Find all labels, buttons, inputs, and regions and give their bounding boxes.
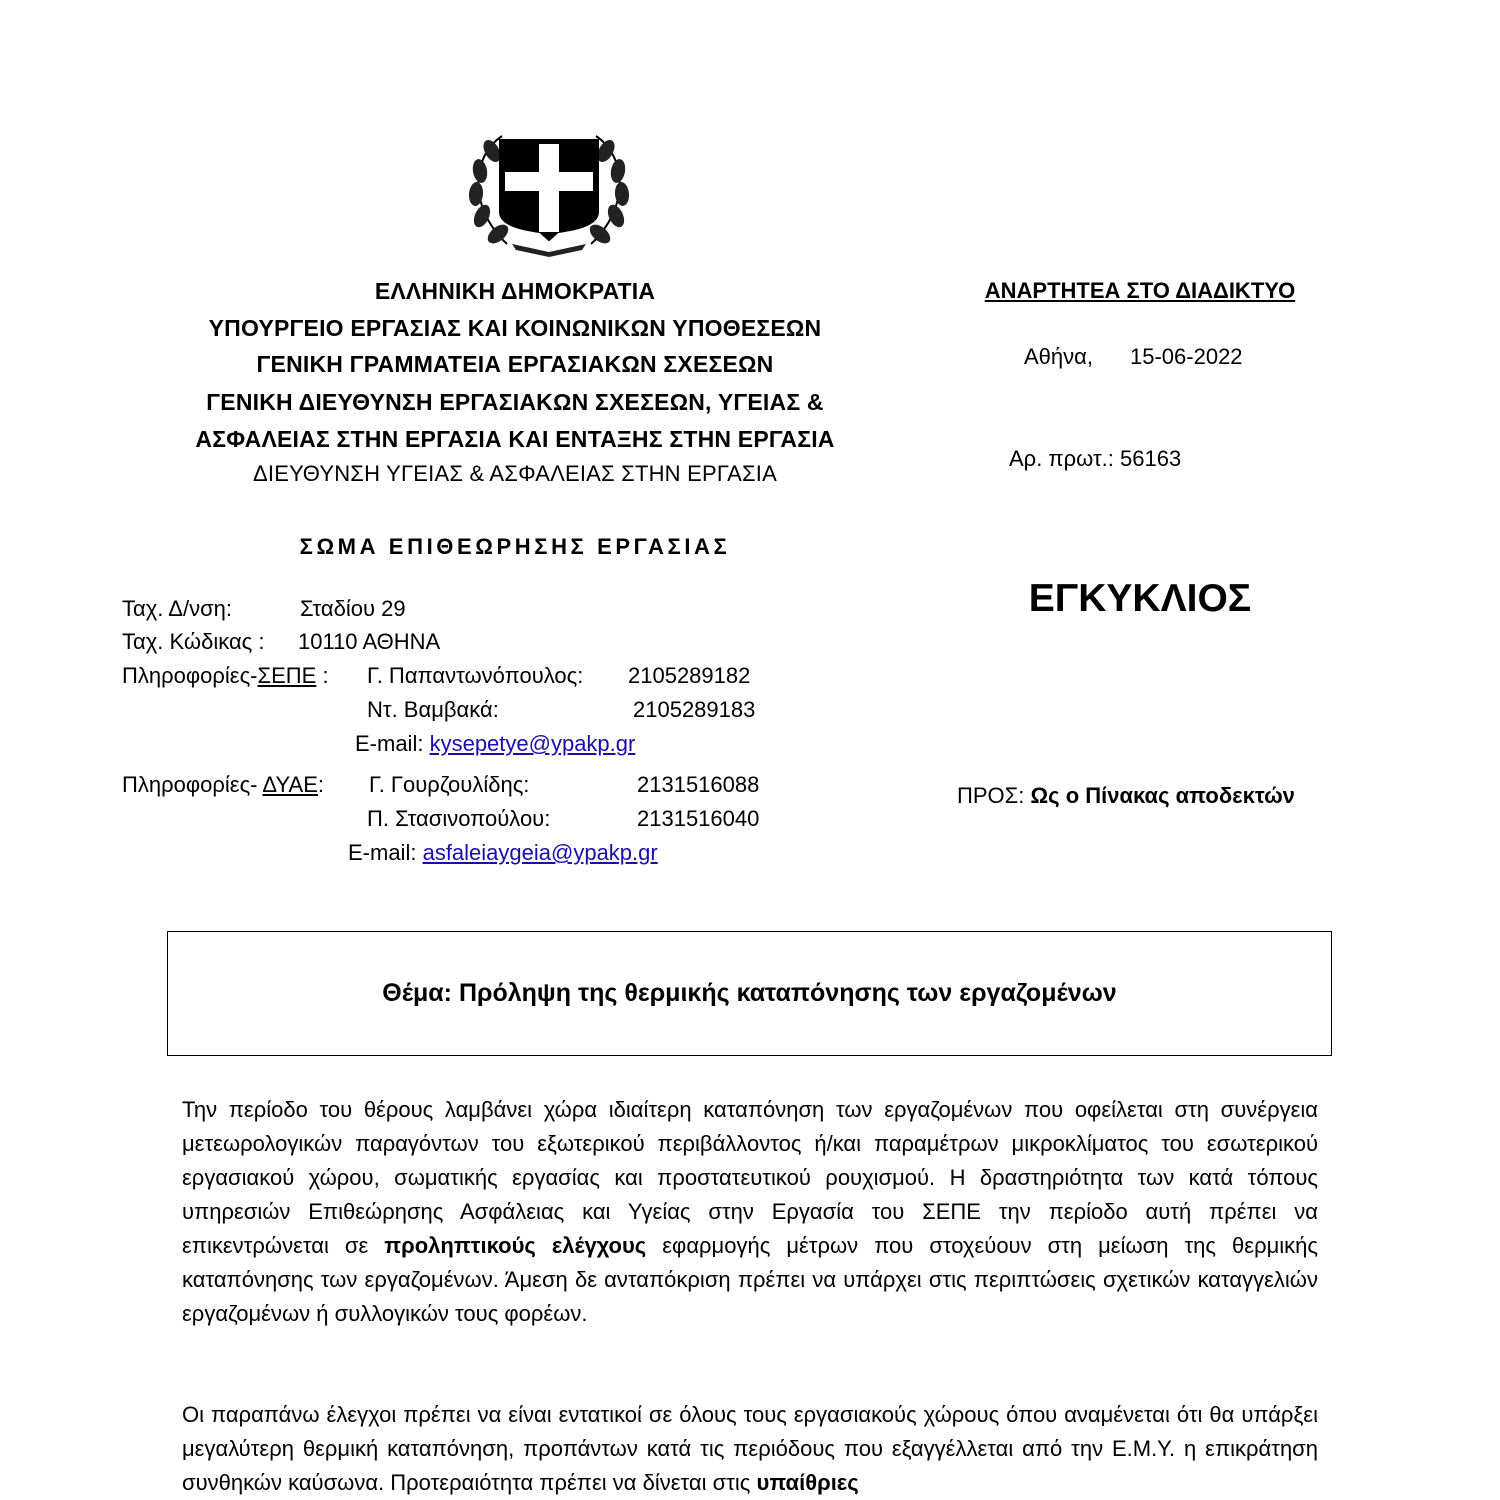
dyae-person-1-name: Γ. Γουρζουλίδης:	[369, 772, 530, 797]
header-line-1: ΕΛΛΗΝΙΚΗ ΔΗΜΟΚΡΑΤΙΑ	[374, 278, 656, 304]
body-paragraph-1	[182, 1093, 1318, 1331]
body-paragraph-2	[182, 1398, 1318, 1500]
recipients-row	[957, 783, 1295, 809]
sepe-label-suffix: :	[316, 663, 329, 688]
dyae-label-suffix: :	[317, 772, 324, 797]
dyae-email-row	[348, 840, 658, 866]
dyae-org: ΔΥΑΕ	[262, 772, 318, 797]
dyae-email-link[interactable]: asfaleiaygeia@ypakp.gr	[422, 840, 658, 865]
sepe-org: ΣΕΠΕ	[257, 663, 317, 688]
sepe-person-2-phone: 2105289183	[633, 697, 756, 722]
sepe-label-prefix: Πληροφορίες-	[122, 663, 258, 688]
sepe-label	[122, 663, 329, 689]
date: 15-06-2022	[1130, 344, 1243, 369]
subject-text: Θέμα: Πρόληψη της θερμικής καταπόνησης των εργαζομένων	[382, 979, 1117, 1007]
protocol-label: Αρ. πρωτ.:	[1009, 446, 1114, 471]
p1-bold: προληπτικούς ελέγχους	[384, 1233, 647, 1258]
dyae-email-label: E-mail:	[348, 840, 417, 865]
dyae-label	[122, 772, 324, 798]
dyae-person-2-name: Π. Στασινοπούλου:	[367, 806, 551, 831]
to-value: Ως ο Πίνακας αποδεκτών	[1030, 783, 1295, 808]
sepe-email-label: E-mail:	[355, 731, 424, 756]
subject-box	[167, 931, 1332, 1056]
dyae-label-prefix: Πληροφορίες-	[122, 772, 263, 797]
header-line-2: ΥΠΟΥΡΓΕΙΟ ΕΡΓΑΣΙΑΣ ΚΑΙ ΚΟΙΝΩΝΙΚΩΝ ΥΠΟΘΕΣΕΩΝ	[208, 315, 822, 341]
document-type: ΕΓΚΥΚΛΙΟΣ	[1028, 577, 1252, 620]
header-line-3: ΓΕΝΙΚΗ ΓΡΑΜΜΑΤΕΙΑ ΕΡΓΑΣΙΑΚΩΝ ΣΧΕΣΕΩΝ	[256, 351, 774, 377]
greek-coat-of-arms-icon	[462, 126, 636, 258]
protocol-number: 56163	[1120, 446, 1182, 471]
p2-text-a: Οι παραπάνω έλεγχοι πρέπει να είναι εντατικοί σε όλους τους εργασιακούς χώρους όπου αναμένεται ότι θα υπάρξει μεγαλύτερη θερμική καταπόνηση, προπάντων κατά τις περιόδους που εξαγγέλλεται από την Ε.Μ.Υ. η επικράτηση συνθηκών καύσωνα. Προτεραιότητα πρέπει να δίνεται στις	[182, 1402, 1318, 1495]
postal-value: 10110 ΑΘΗΝΑ	[298, 629, 441, 654]
p1-text-b: εφαρμογής μέτρων που στοχεύουν στη μείωση της θερμικής καταπόνησης των εργαζομένων. Άμεση δε ανταπόκριση πρέπει να υπάρχει στις περιπτώσεις σχετικών καταγγελιών εργαζομένων ή συλλογικών τους φορέων.	[182, 1233, 1318, 1326]
sepe-email-row	[355, 731, 635, 757]
p1-text-a: Την περίοδο του θέρους λαμβάνει χώρα ιδιαίτερη καταπόνηση των εργαζομένων που οφείλεται στη συνέργεια μετεωρολογικών παραγόντων του εξωτερικού περιβάλλοντος ή/και παραμέτρων μικροκλίματος του εσωτερικού εργασιακού χώρου, σωματικής εργασίας και προστατευτικού ρουχισμού. Η δραστηριότητα των κατά τόπους υπηρεσιών Επιθεώρησης Ασφάλειας και Υγείας στην Εργασία του ΣΕΠΕ την περίοδο αυτή πρέπει να επικεντρώνεται σε	[182, 1097, 1318, 1258]
header-line-4: ΓΕΝΙΚΗ ΔΙΕΥΘΥΝΣΗ ΕΡΓΑΣΙΑΚΩΝ ΣΧΕΣΕΩΝ, ΥΓΕΙΑΣ &	[206, 389, 824, 415]
publish-notice: ΑΝΑΡΤΗΤΕΑ ΣΤΟ ΔΙΑΔΙΚΤΥΟ	[984, 278, 1296, 303]
dyae-person-2-phone: 2131516040	[637, 806, 760, 831]
body-name: ΣΩΜΑ ΕΠΙΘΕΩΡΗΣΗΣ ΕΡΓΑΣΙΑΣ	[299, 534, 731, 559]
city: Αθήνα,	[1024, 344, 1093, 369]
address-value: Σταδίου 29	[300, 596, 406, 621]
address-label: Ταχ. Δ/νση:	[122, 596, 233, 621]
header-subline: ΔΙΕΥΘΥΝΣΗ ΥΓΕΙΑΣ & ΑΣΦΑΛΕΙΑΣ ΣΤΗΝ ΕΡΓΑΣΙΑ	[253, 461, 777, 486]
p2-bold: υπαίθριες	[756, 1470, 859, 1495]
sepe-person-1-name: Γ. Παπαντωνόπουλος:	[367, 663, 584, 688]
sepe-person-1-phone: 2105289182	[628, 663, 751, 688]
sepe-person-2-name: Ντ. Βαμβακά:	[367, 697, 499, 722]
to-label: ΠΡΟΣ:	[957, 783, 1025, 808]
dyae-person-1-phone: 2131516088	[637, 772, 760, 797]
sepe-email-link[interactable]: kysepetye@ypakp.gr	[429, 731, 636, 756]
protocol-row	[1009, 446, 1181, 472]
header-line-5: ΑΣΦΑΛΕΙΑΣ ΣΤΗΝ ΕΡΓΑΣΙΑ ΚΑΙ ΕΝΤΑΞΗΣ ΣΤΗΝ ΕΡΓΑΣΙΑ	[195, 426, 835, 452]
postal-label: Ταχ. Κώδικας :	[122, 629, 265, 654]
